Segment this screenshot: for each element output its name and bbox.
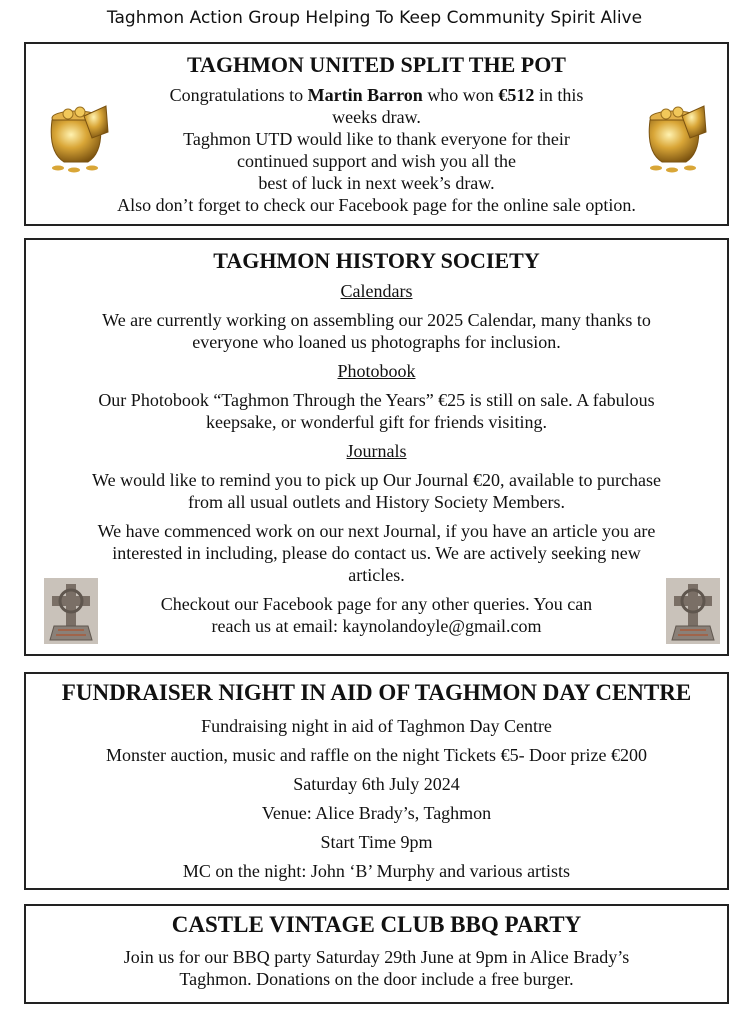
split-the-pot-panel [24, 42, 729, 226]
bbq-party-panel [24, 904, 729, 1004]
next-journal-line-3: articles. [348, 565, 405, 585]
celtic-cross-icon [666, 578, 720, 644]
journals-line-1: We would like to remind you to pick up Our Journal €20, available to purchase [92, 470, 661, 490]
calendars-line-2: everyone who loaned us photographs for inclusion. [192, 332, 561, 352]
text-segment: who won [422, 85, 499, 105]
fundraiser-line-2: Monster auction, music and raffle on the night Tickets €5- Door prize €200 [105, 745, 648, 765]
bbq-party-title: CASTLE VINTAGE CLUB BBQ PARTY [171, 912, 582, 937]
text-segment: in this [534, 85, 584, 105]
fundraiser-panel [24, 672, 729, 890]
photobook-line-1: Our Photobook “Taghmon Through the Years” €25 is still on sale. A fabulous [98, 390, 655, 410]
text-segment: Congratulations to [169, 85, 308, 105]
photobook-heading: Photobook [337, 361, 416, 381]
contact-email: reach us at email: kaynolandoyle@gmail.com [211, 616, 542, 636]
history-society-body [26, 280, 727, 637]
bbq-line-2: Taghmon. Donations on the door include a free burger. [179, 969, 574, 989]
split-the-pot-title: TAGHMON UNITED SPLIT THE POT [187, 52, 566, 77]
calendars-line-1: We are currently working on assembling our 2025 Calendar, many thanks to [102, 310, 651, 330]
fundraiser-start-time: Start Time 9pm [320, 832, 433, 852]
fundraiser-body [26, 712, 727, 886]
facebook-line-1: Checkout our Facebook page for any other queries. You can [160, 594, 593, 614]
pot-of-gold-icon [40, 102, 114, 174]
winner-name: Martin Barron [307, 85, 423, 105]
journals-heading: Journals [346, 441, 407, 461]
fundraiser-line-1: Fundraising night in aid of Taghmon Day Centre [201, 716, 552, 736]
bbq-party-body [26, 946, 727, 990]
photobook-line-2: keepsake, or wonderful gift for friends visiting. [206, 412, 547, 432]
split-the-pot-line-6: Also don’t forget to check our Facebook page for the online sale option. [117, 195, 636, 215]
next-journal-line-1: We have commenced work on our next Journal, if you have an article you are [97, 521, 656, 541]
fundraiser-venue: Venue: Alice Brady’s, Taghmon [261, 803, 492, 823]
page-header: Taghmon Action Group Helping To Keep Community Spirit Alive [106, 8, 643, 28]
fundraiser-title: FUNDRAISER NIGHT IN AID OF TAGHMON DAY CENTRE [61, 680, 692, 705]
journals-line-2: from all usual outlets and History Society Members. [188, 492, 565, 512]
history-society-title: TAGHMON HISTORY SOCIETY [213, 248, 540, 273]
calendars-heading: Calendars [340, 281, 413, 301]
next-journal-line-2: interested in including, please do contact us. We are actively seeking new [112, 543, 641, 563]
split-the-pot-line-3: Taghmon UTD would like to thank everyone for their [183, 129, 570, 149]
split-the-pot-body [26, 84, 727, 216]
split-the-pot-line-5: best of luck in next week’s draw. [258, 173, 495, 193]
bbq-line-1: Join us for our BBQ party Saturday 29th June at 9pm in Alice Brady’s [123, 947, 630, 967]
split-the-pot-line-2: weeks draw. [332, 107, 421, 127]
split-the-pot-line-4: continued support and wish you all the [237, 151, 516, 171]
split-the-pot-line-1 [26, 84, 727, 106]
fundraiser-date: Saturday 6th July 2024 [293, 774, 460, 794]
prize-amount: €512 [498, 85, 535, 105]
fundraiser-mc: MC on the night: John ‘B’ Murphy and various artists [182, 861, 571, 881]
pot-of-gold-icon [638, 102, 712, 174]
celtic-cross-icon [44, 578, 98, 644]
history-society-panel [24, 238, 729, 656]
